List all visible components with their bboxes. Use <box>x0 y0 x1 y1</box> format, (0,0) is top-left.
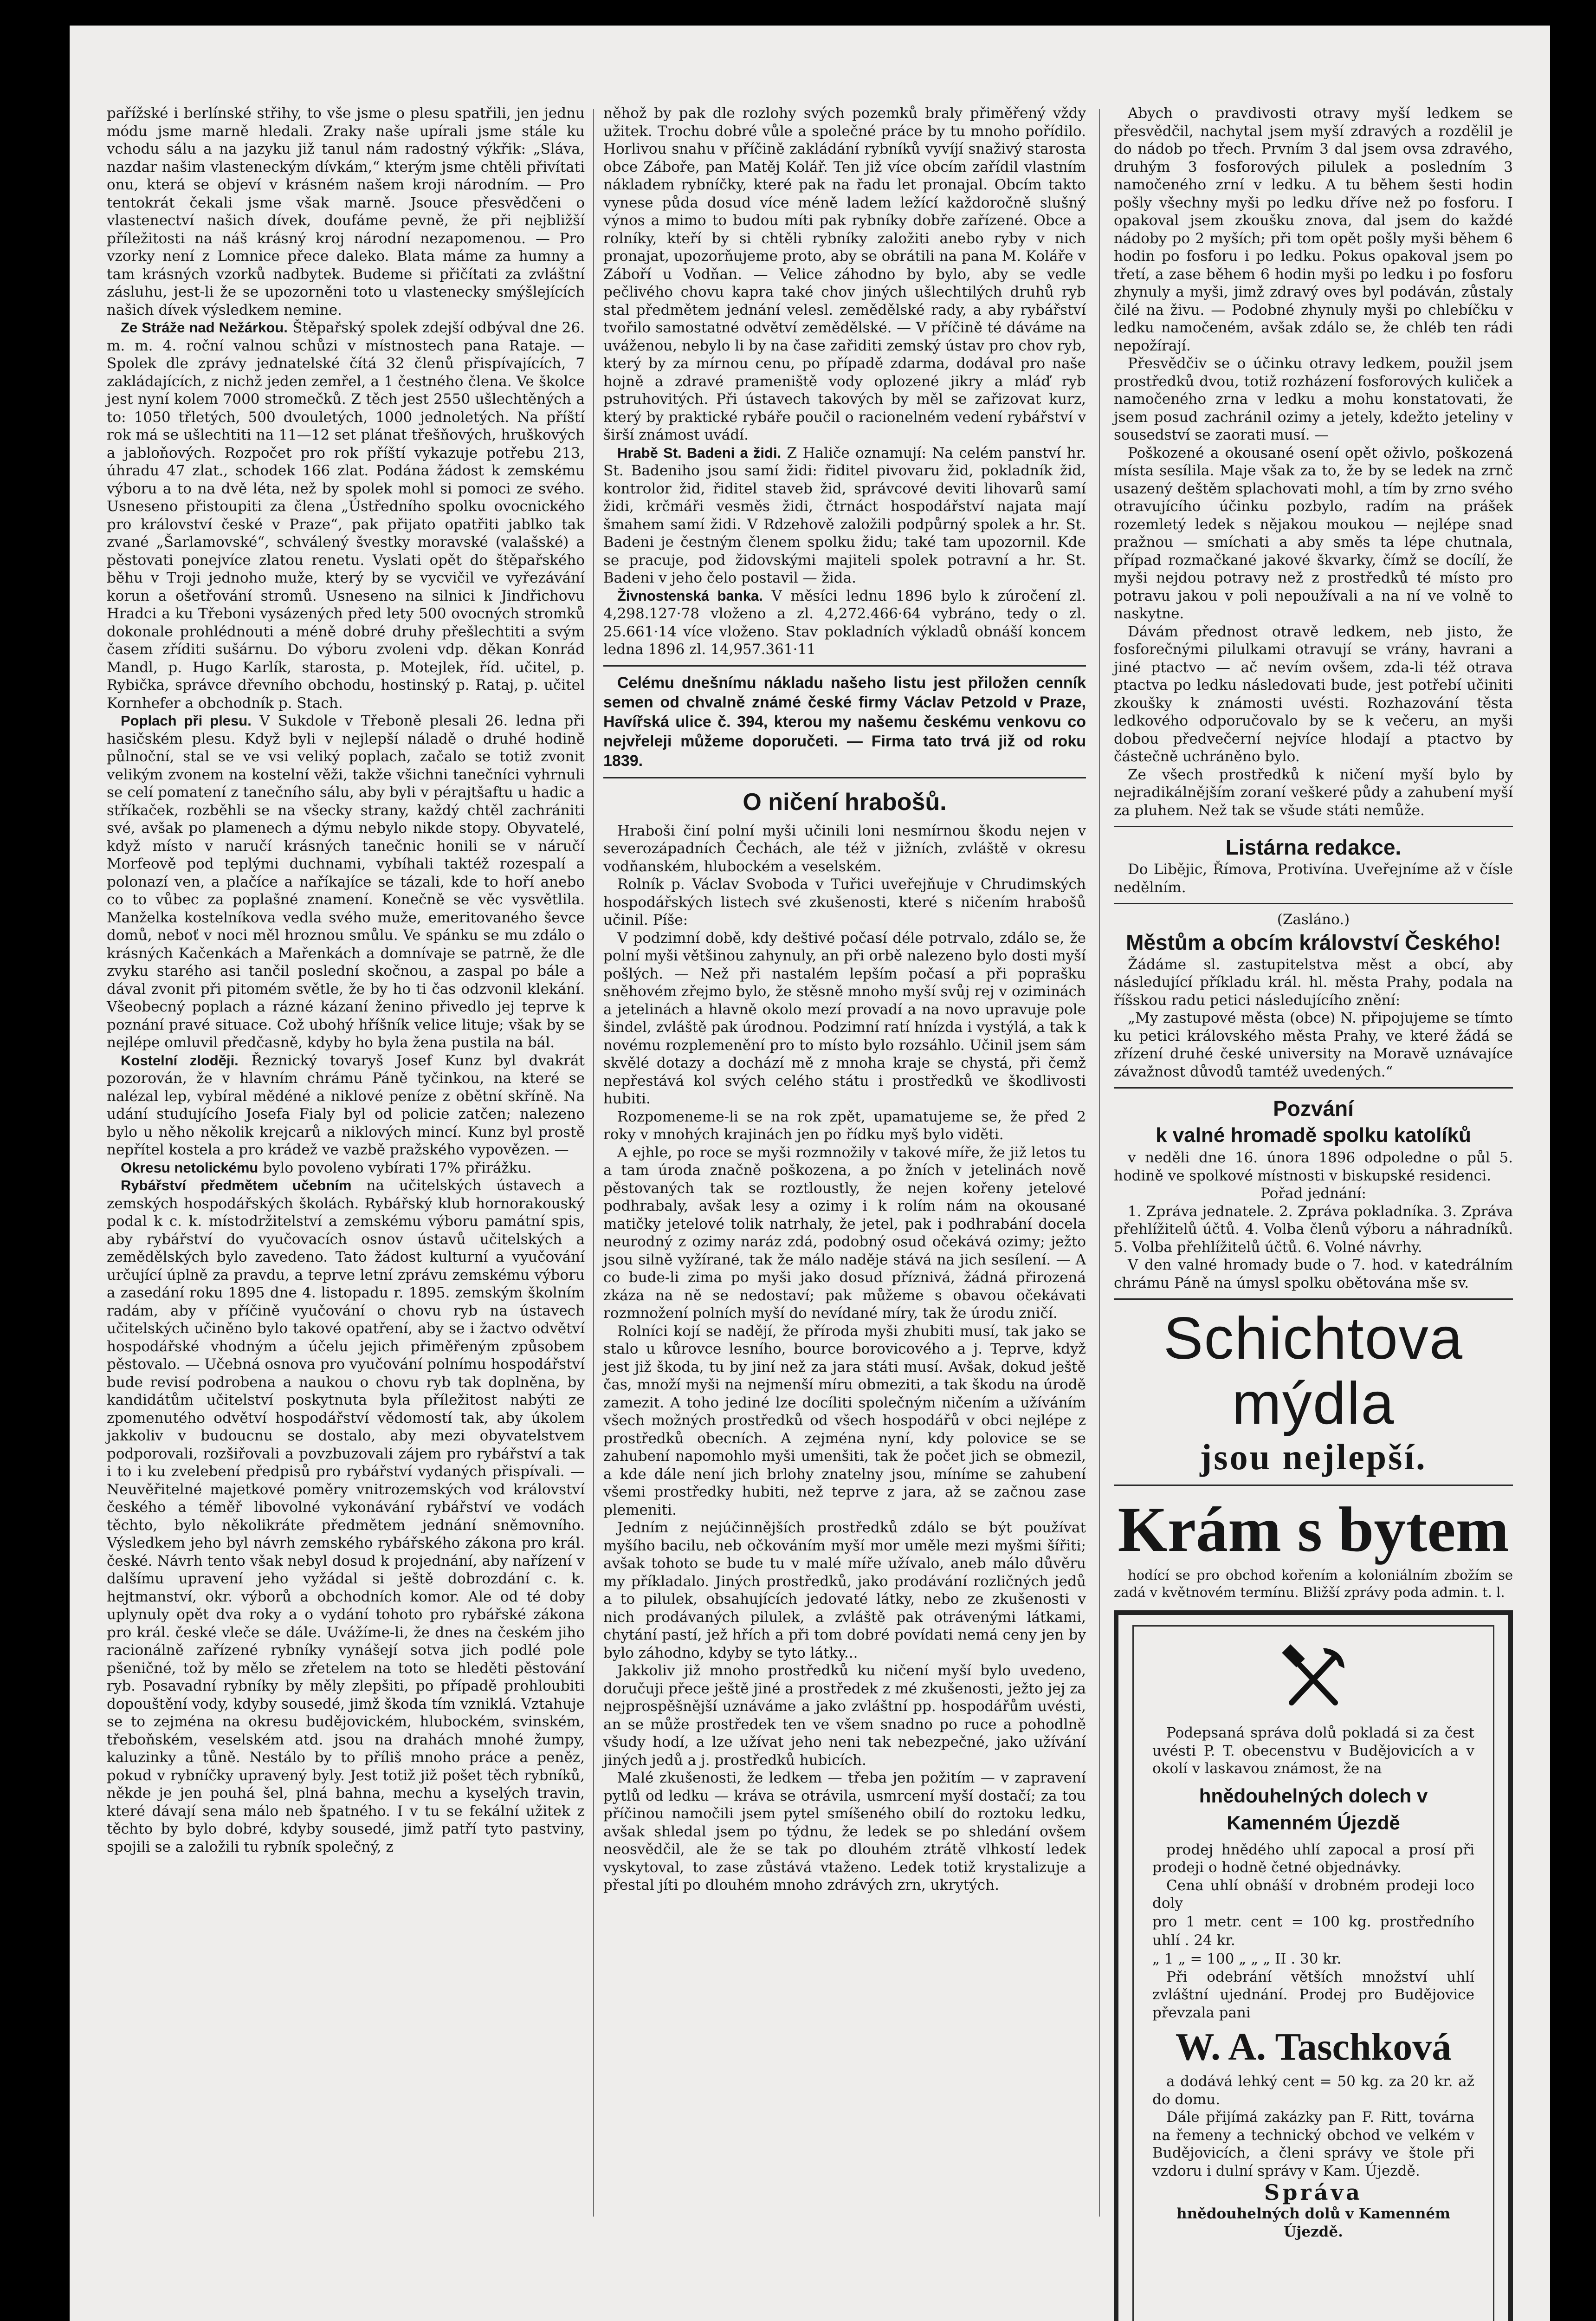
article-paragraph: Cena uhlí obnáší v drobném prodeji loco doly <box>1152 1877 1474 1912</box>
column-rule <box>593 109 594 2217</box>
divider <box>603 777 1086 778</box>
signature-text: hnědouhelných dolů v Kamenném Újezdě. <box>1176 2205 1450 2240</box>
article-paragraph: Přesvědčiv se o účinku otravy ledkem, použil jsem prostředků dvou, totiž rozházení fosforových kuliček a namočeného zrna v ledku a mohu konstatovati, že jsem posud zachránil ozimy a jetely, kdežto jeteliny v sousedství se zaorati musí. — <box>1114 355 1513 443</box>
article-paragraph: prodej hnědého uhlí zapocal a prosí při prodeji o hodně četné objednávky. <box>1152 1841 1474 1876</box>
article-paragraph <box>107 1177 585 1856</box>
divider <box>603 665 1086 667</box>
divider <box>1114 1298 1513 1300</box>
column-2 <box>603 104 1086 2221</box>
article-paragraph: Dále přijímá zakázky pan F. Ritt, továrna na řemeny a technický obchod ve velkém v Budějovicích, a členi správy ve štole při vzdoru i dulní správy v Kam. Újezdě. <box>1152 2109 1474 2179</box>
article-paragraph <box>603 587 1086 659</box>
article-text: na učitelských ústavech a zemských hospodářských školách. Rybářský klub hornorakouský podal k c. k. místodržitelství a zemskému výboru památní spis, aby rybářství do vyučovacích osnov ústavů učitelských a zemědělských bylo zavedeno. Tato žádost kulturní a vyučování určující úplně za pravdu, a teprve letní zprávu zemskému výboru a zasedání roku 1895 dne 4. listopadu r. 1895. zemským školním radám, aby v příčině vyučování o chovu ryb na ústavech učitelských učiněno bylo takové opatření, aby se i žactvo odvětví hospodářské vhodným a účelu jejich přiměřeným způsobem pěstovalo. — Učebná osnova pro vyučování polnímu hospodářství bude revisí podrobena a naukou o chovu ryb tak doplněna, by kandidátům učitelství poskytnuta byla příležitost nabýti ze zpomenutého odvětví hospodářství vědomostí tak, aby úkolem jakkoliv v budoucnu se dostalo, aby mezi obyvatelstvem podporovali, rozšiřovali a povzbuzovali zájem pro rybářství a tak i to i ku zvelebení předpisů pro rybářství vydaných přispívali. — Neuvěřitelné majetkové poměry vnitrozemských vod království českého a téměř libovolné vykonávání rybářství ve vodách těchto, bylo několikráte předmětem jednání sněmovního. Výsledkem jeho byl návrh zemského rybářského zákona pro král. české. Návrh tento však nebyl dosud k projednání, aby nařízení v dalšímu upravení jeho vyžádal si ještě dobrozdání c. k. hejtmanství, okr. výborů a obchodních komor. Ale od té doby uplynuly opět dva roky a o vydání tohoto pro rybářské zákona pro král. české vleče se dále. Uvážíme-li, že dnes na českém jiho racionálně zařízené rybníky vynášejí sotva jich podlé pole pšeničné, tož by mělo se zřetelem na toto se hleděti pěstování ryb. Posavadní rybníky by měly zlepšiti, po případě prohloubiti dopouštění vody, kdyby sousedé, jimž škoda tím vzniklá. Vztahuje se to zejména na okresu budějovickém, hlubockém, svinském, třeboňském, veselském atd. jsou na drahách mnohé žumpy, kaluzinky a tůně. Nestálo by to příliš mnoho práce a peněz, pokud v rybníčky upravený byly. Jest totiž již pošet těch rybníků, někde je jen pouhá šel, plná bahna, mechu a kyselých travin, které dávají sena málo neb špatného. I v tu se fekální užitek z těchto by bylo dobré, kdyby sousedé, jimž patří tyto pastviny, spojili se a založili tu rybník společný, z <box>107 1177 585 1855</box>
soap-ad-title: Schichtova mýdla <box>1163 1305 1464 1437</box>
coal-mine-name: hnědouhelných dolech v Kamenném Újezdě <box>1199 1784 1428 1834</box>
article-paragraph: Rozpomeneme-li se na rok zpět, upamatujeme se, že před 2 roky v mnohých krajinách jen po řídku myš bylo viděti. <box>603 1108 1086 1143</box>
article-paragraph: Abych o pravdivosti otravy myší ledkem se přesvědčil, nachytal jsem myší zdravých a rozdělil je do nádob po třech. Prvním 3 dal jsem ovsa zdravého, druhým 3 fosforových pilulek a posledním 3 namočeného zrní v ledku. A tu během šesti hodin pošly všechny myši po ledku dříve než po fosforu. I opakoval jsem zkoušku znova, dal jsem do každé nádoby po 2 myších; při tom opět pošly myši během 6 hodin po fosforu i po ledku. Pokus opakoval jsem po třetí, a zase během 6 hodin myši po ledku i po fosforu zhynuly a myši, jimž zdravý oves byl podáván, zůstaly čilé na živu. — Podobné zhynuly myši po chlebíčku v ledku namočeném, avšak zdálo se, že chléb ten rádi nepožírají. <box>1114 105 1513 354</box>
article-paragraph <box>107 1159 585 1177</box>
article-paragraph: Dávám přednost otravě ledkem, neb jisto, že fosforečnými pilulkami otravují se vrány, havrani a jiné ptactvo — ač nevím ovšem, zda-li též otrava ptactva po ledku následovati bude, jest potřebí učiniti zkoušky k známosti uvésti. Rozhazování těsta ledkového odporučovalo by se k večeru, an myši dobou předvečerní nejvíce hlodají a ptactvo by částečně uchráněno bylo. <box>1114 623 1513 765</box>
shop-ad-title: Krám s bytem <box>1118 1494 1509 1565</box>
article-paragraph: „My zastupové města (obce) N. připojujeme se tímto ku petici královského města Prahy, ve které žádá se zřízení druhé české university na Moravě uznávajíce závažnost důvodů tamtéž uvedených.“ <box>1114 1010 1513 1080</box>
article-paragraph: Do Libějic, Římova, Protivína. Uveřejníme až v čísle nedělním. <box>1114 861 1513 896</box>
article-text: Z Haliče oznamují: Na celém panství hr. St. Badeniho jsou samí židi: řiditel pivovaru žid, pokladník žid, kontrolor žid, řiditel staveb žid, správcové deviti lihovarů samí židi, krčmáři vesměs židi, čtrnáct hospodářství najata mají šmahem samí židi. V Rdzehově založili podpůrný spolek a hr. St. Badeni je čestným členem spolku židu; také tam upozornil. Kde se pracuje, pod židovskými majiteli spolek potravní a hr. St. Badeni v jeho čelo postavil — žida. <box>603 444 1086 586</box>
seed-catalog-notice: Celému dnešnímu nákladu našeho listu jest přiložen cenník semen od chvalně známé české firmy Václav Petzold v Praze, Havířská ulice č. 394, kterou my našemu českému venkovu co nejvřeleji můžeme doporučeti. — Firma tato trvá již od roku 1839. <box>603 674 1086 770</box>
divider <box>1114 1087 1513 1089</box>
coal-advertisement <box>1114 1610 1513 2321</box>
article-paragraph: Rolník p. Václav Svoboda v Tuřici uveřejňuje v Chrudimských hospodářských listech své zkušenosti, které s ničením hrabošů učinil. Píše: <box>603 876 1086 928</box>
article-heading: Živnostenská banka. <box>617 587 763 604</box>
divider <box>1114 903 1513 904</box>
article-heading: Rybářství předmětem učebním <box>121 1177 352 1193</box>
article-paragraph: něhož by pak dle rozlohy svých pozemků braly přiměřený vždy užitek. Trochu dobré vůle a společné práce by tu mnoho pořídilo. Horlivou snahu v příčině zakládání rybníků vyvíjí snaživý starosta obce Záboře, pan Matěj Kolář. Ten již více obcím zařídil vlastním nákladem rybníčky, které pak na řadu let pronajal. Obcím takto vynese půda dosud více méně ladem ležící každoročně slušný výnos a mimo to budou míti pak rybníky dobře zařízené. Obce a rolníky, kteří by si chtěli rybníky založiti anebo ryby v nich pronajat, upozorňujeme proto, aby se obrátili na pana M. Koláře v Záboří u Vodňan. — Velice záhodno by bylo, aby se vedle pečlivého chovu kapra také chov jiných ušlechtilých druhů ryb stal předmětem jednání velesl. zemědělské rady, a aby rybářství tvořilo samostatné odvětví zemědělské. — V příčině té dáváme na uváženou, nebylo li by na čase zařiditi zemský ústav pro chov ryb, který by za mírnou cenu, po případě zdarma, dodával pro naše hojně a zdravé prameniště vody oplozené jikry a mláď ryb pstruhovitých. Při ústavech takových by měl se zařizovat kurz, který by praktické rybáře poučil o racionelném vedení rybářství v širší známost uvádí. <box>603 105 1086 443</box>
article-paragraph: V den valné hromady bude o 7. hod. v katedrálním chrámu Páně na úmysl spolku obětována mše sv. <box>1114 1257 1513 1291</box>
article-text: Štěpařský spolek zdejší odbýval dne 26. m. m. 4. roční valnou schůzi v místnostech pana Rataje. — Spolek dle zprávy jednatelské čítá 32 členů přispívajících, 7 zakládajících, z nichž jeden zemřel, a 1 čestného člena. Ve školce jest nyní kolem 7000 stromečků. Z těch jest 2550 ušlechtěných a to: 1050 třletých, 500 dvouletých, 1000 jednoletých. Na příští rok má se ušlechtiti na 11—12 set plánat třešňových, hruškových a jabloňových. Rozpočet pro rok příští vykazuje potřebu 213, úhradu 47 zlat., schodek 166 zlat. Podána žádost k zemskému výboru a to na dvě léta, než by spolek mohl si pomoci ze svého. Usneseno přistoupiti za člena „Ústředního spolku ovocnického pro království české v Praze“, pak přijato opatřiti jablko tak zvané „Šarlamovské“, schválený švestky moravské (valašské) a pěstovati ponejvíce zlatou renetu. Vyslati opět do štěpařského běhu v Troji jednoho muže, který by se vycvičil ve vyřezávání korun a ošetřování stromů. Usneseno na silnici k Jindřichovu Hradci a ku Třeboni vysázených před lety 500 ovocných stromků dokonale prohlédnouti a méně dobré druhy přešlechtiti a svým časem zříditi sušárnu. Do výboru zvoleni vdp. děkan Konrád Mandl, p. Hugo Karlík, starosta, p. Motejlek, říd. učitel, p. Rybička, správce dřevního obchodu, hostinský p. Rataj, p. učitel Kornhefer a obchodník p. Stach. <box>107 319 585 712</box>
article-text: Řeznický tovaryš Josef Kunz byl dvakrát pozorován, že v hlavním chrámu Páně tyčinkou, na které se nalézal lep, vybíral mědéné a niklové peníze z obětní skříně. Na udání studujícího Josefa Fialy byl od policie zatčen; nalezeno bylo u něho několik krejcarů a niklových mincí. Kunz byl prostě nepřítel kostela a pro krádež ve vazbě pražského vypovězen. — <box>107 1052 585 1158</box>
article-heading: Kostelní zloději. <box>121 1052 239 1069</box>
article-paragraph: Malé zkušenosti, že ledkem — třeba jen požitím — v zapravení pytlů od ledku — kráva se otrávila, usmrcení myší dostačí; za tou příčinou namočili jsem pytel smíšeného obilí do roztoku ledku, avšak shledal jsem po týdnu, že ledek se po shledání ovšem neosvědčil, ale že se tak po dlouhém ztrátě vlhkostí ledek vyskytoval, to zase zůstává vtaženo. Ledek totiž krystalizuje a přestal jíti po dlouhém mnoho zdrávých zrn, ukrytých. <box>603 1770 1086 1893</box>
section-label: (Zasláno.) <box>1277 911 1350 928</box>
divider <box>1114 826 1513 827</box>
hammer-pick-icon <box>1152 1643 1474 1715</box>
section-heading: Pozvání <box>1273 1096 1354 1121</box>
coal-advertisement-inner <box>1132 1625 1494 2321</box>
column-3 <box>1114 104 1513 2240</box>
shop-ad-text: hodící se pro obchod kořením a koloniálním zbožím se zadá v květnovém termínu. Bližší zprávy poda admin. t. l. <box>1114 1567 1513 1600</box>
article-text: V Sukdole v Třeboně plesali 26. ledna při hasičském plesu. Když byli v nejlepší náladě o druhé hodině půlnoční, stal se ve vsi veliký poplach, začalo se totiž zvonit velikým zvonem na kostelní věži, takže všichni tanečníci vyhrnuli se celí pomatení z tanečního sálu, aby byli v pérajtšaftu u hadic a stříkaček, rozběhli se na všecky strany, každý chtěl zachrániti své, avšak po plamenech a dýmu nebylo nikde stopy. Obyvatelé, když místo v naručí krásných tanečnic honili se v náručí Morfeově pod teplými duchnami, vybíhali taktéž rozespalí a polonazí ven, a plačíce a naříkajíce se tázali, kde to hoří anebo co to vůbec za poplašné znamení. Konečně se věc vysvětlila. Manželka kostelníkova vedla svého muže, emeritovaného ševce domů, neboť v noci měl hroznou smůlu. Ve spánku se mu zdálo o krásných Kačenkách a Mařenkách a domnívaje se patrně, že dle zvyku starého asi tančil poslední skočnou, a zaspal po bále a dával zvonit při pitomém světle, že by ho ti čas odzvonil klekání. Všeobecný poplach a rázné kázaní ženino přivedlo jej teprve k poznání pravé situace. Což ubohý hříšník velice lituje; však by se nejlépe omluvil předčasně, kdyby ho byla žena pustila na bál. <box>107 713 585 1051</box>
article-paragraph <box>107 319 585 712</box>
article-paragraph: Podepsaná správa dolů pokladá si za čest uvésti P. T. obecenstvu v Budějovicích a v okolí v laskavou známost, že na <box>1152 1725 1474 1777</box>
section-label: Pořad jednání: <box>1260 1185 1366 1202</box>
article-paragraph: Hraboši činí polní myši učinili loni nesmírnou škodu nejen v severozápadních Čechách, ale též v jižních, zvláště v okresu vodňanském, hlubockém a veselském. <box>603 822 1086 875</box>
article-paragraph: Poškozené a okousané osení opět oživlo, poškozená místa sesílila. Maje však za to, že by se ledek na zrnč usazený deštěm splachovati mohl, a tím by zrno svého otravujícího účinku pozbylo, radím na prášek rozemletý ledek s nějakou moukou — nejlépe snad pražnou — smíchati a aby směs ta lépe chutnala, případ rozmačkané jakové škvarky, čímž se docílí, že myši nejdou potravy než z prostředků té místo pro potravu jakou v poli nepoužívali a na ní ve volně to naskytne. <box>1114 444 1513 622</box>
article-paragraph: Jakkoliv již mnoho prostředků ku ničení myší bylo uvedeno, doručuji přece ještě jiné a prostředek z mé zkušenosti, ježto jej za nejprospěšnější uznáváme a jako zvláštní pp. hospodářům uvésti, an se může prostředek ten ve všem snadno po ruce a pohodlně všudy hodí, a lze užívat jeho neni tak nebezpečné, jako užívání jiných jedů a j. prostředků hubicích. <box>603 1662 1086 1769</box>
section-heading: k valné hromadě spolku katolíků <box>1156 1124 1471 1147</box>
article-heading: Hrabě St. Badeni a židi. <box>617 444 782 461</box>
price-line: pro 1 metr. cent = 100 kg. prostředního uhlí . 24 kr. <box>1152 1913 1474 1949</box>
article-heading: Ze Stráže nad Nežárkou. <box>121 319 288 336</box>
signature-title: Správa <box>1264 2180 1363 2205</box>
article-heading: Okresu netolickému <box>121 1159 258 1176</box>
article-paragraph <box>107 712 585 1052</box>
section-heading: Městům a obcím království Českého! <box>1126 930 1501 954</box>
article-paragraph: Žádáme sl. zastupitelstva měst a obcí, aby následující příkladu král. hl. města Prahy, podala na říšskou radu petici následujícího znění: <box>1114 956 1513 1009</box>
article-paragraph: Při odebrání větších množství uhlí zvláštní ujednání. Prodej pro Budějovice převzala pani <box>1152 1968 1474 2021</box>
article-paragraph: a dodává lehký cent = 50 kg. za 20 kr. až do domu. <box>1152 2073 1474 2108</box>
article-paragraph <box>603 444 1086 587</box>
article-text: bylo povoleno vybírati 17% přirážku. <box>258 1159 532 1176</box>
seller-name: W. A. Taschková <box>1175 2025 1452 2068</box>
article-paragraph: V podzimní době, kdy deštivé počasí déle potrvalo, zdálo se, že polní myši většinou zahynuly, an při orbě nalezeno bylo dosti myší pošlých. — Než při nastalém lepším počasí a při poprašku sněhovém zřejmo bylo, že stěsně mnoho myší svůj rej v oziminách a jetelinách a hlavně okolo mezí provadí a na novo upravuje pole šindel, zvláště pak úrodnou. Podzimní ratí hnízda i vystýlá, a tak k novému rozplemenění pro to místo bylo rozsáhlo. Učinil jsem sám skvělé dotazy a dochází mě z mnoha kraje se chystá, při čemž nepřestává kol svých celého státu i prostředků ve škodlivosti hubiti. <box>603 929 1086 1107</box>
soap-ad-subtitle: jsou nejlepší. <box>1200 1437 1427 1477</box>
article-title: O ničení hrabošů. <box>743 788 947 816</box>
article-paragraph: pařížské i berlínské střihy, to vše jsme o plesu spatřili, jen jednu módu jsme marně hledali. Zraky naše upírali jsme stále ku vchodu sálu a na jazyku již tanul nám radostný výkřik: „Sláva, nazdar našim vlasteneckým dívkám,“ kterým jsme chtěli přivítati onu, která se objeví v krásném našem kroji národním. — Pro tentokrát čekali jsme však marně. Jsouce přesvědčeni o vlastenectví našich dívek, doufáme pevně, že při nejbližší příležitosti na náš krásný kroj národní nezapomenou. — Pro vzorky není z Lomnice přece daleko. Blata máme za humny a tam krásných vzorků nadbytek. Budeme si přičítati za zvláštní zásluhu, jest-li že se upozorněni toto u vlastenecky smýšlejících našich dívek výsledkem nemine. <box>107 105 585 318</box>
article-heading: Poplach při plesu. <box>121 713 252 729</box>
article-paragraph: 1. Zpráva jednatele. 2. Zpráva pokladníka. 3. Zpráva přehlížitelů účtů. 4. Volba členů výboru a náhradníků. 5. Volba přehlížitelů účtů. 6. Volné návrhy. <box>1114 1203 1513 1256</box>
divider <box>1114 1485 1513 1486</box>
article-paragraph: A ejhle, po roce se myši rozmnožily v takové míře, že již letos tu a tam úroda značně poškozena, a po žních v jetelinách nově pěstovaných tak se roztloustly, že nejen kořeny jetelové podhrabaly, avšak lesy a ozimy i k rolím nám na okousané matičky jetelové tolik natrhaly, že jetel, pak i podhrabání docela neurodný z ozimy naráz zdá, podobný osud očekává ozimy; ježto jsou silně vyžírané, tak že málo naděje stává na jich sesílení. — A co bude-li zima po myši jako dosud příznivá, žádná přirozená zkáza na ně se nedostaví; pak můžeme s obavou očekávati rozmnožení polních myší do nevídané míry, tak že úrodu zničí. <box>603 1144 1086 1322</box>
article-paragraph: v neděli dne 16. února 1896 odpoledne o půl 5. hodině ve spolkové místnosti v biskupské residenci. <box>1114 1149 1513 1184</box>
section-heading: Listárna redakce. <box>1225 835 1402 859</box>
price-line: „ 1 „ = 100 „ „ „ II . 30 kr. <box>1152 1950 1342 1967</box>
article-text: V měsíci lednu 1896 bylo k zúročení zl. 4,298.127·78 vloženo a zl. 4,272.466·64 vybráno, tedy o zl. 25.661·14 více vloženo. Stav pokladních výkladů obnáší koncem ledna 1896 zl. 14,957.361·11 <box>603 587 1086 658</box>
article-paragraph: Rolníci kojí se nadějí, že příroda myši zhubiti musí, tak jako se stalo u kůrovce lesního, bource borovicového a j. Teprve, když jest již škoda, tu by jiní než za jara státi musí. Avšak, dokud ještě čas, množí myši na nejmenší míru obmeziti, a tak škodu na úrodě zamezit. A toho jediné lze docíliti společným ničením a užíváním všech možných prostředků od všech hospodářů v obci nejlépe z prostředků obecních. A zejména nyní, kdy polovice se se zahubení napomohlo myši umenšiti, tak že počet jich se obmezil, a kde dále není jich brlohy znatelny jsou, míníme se zahubení všemi prostředky hubiti, než teprve z jara, až se začnou zase plemeniti. <box>603 1323 1086 1518</box>
article-paragraph <box>107 1052 585 1159</box>
article-paragraph: Jedním z nejúčinnějších prostředků zdálo se být používat myšího bacilu, neb očkováním myší mor uměle mezi myšmi šířiti; avšak tohoto se bude tu v malé míře užívalo, aneb málo důvěru my příkladalo. Jiných prostředků, jako prodávání rozličných jedů a to pilulek, obsahujících jedovaté látky, nebo ze zkušenosti v nich prodávaných pilulek, a zvláště pak otrávenými látkami, chytání pastí, jež hřích a při tom dobré povídati nemá ceny jen by bylo záhodno, kdyby se tyto látky... <box>603 1519 1086 1661</box>
column-1 <box>107 104 585 2221</box>
column-rule <box>1099 109 1100 2217</box>
newspaper-page <box>70 26 1550 2321</box>
article-paragraph: Ze všech prostředků k ničení myší bylo by nejradikálnějším zoraní veškeré půdy a zahubení myší za pluhem. Než tak se všude státi nemůže. <box>1114 766 1513 819</box>
